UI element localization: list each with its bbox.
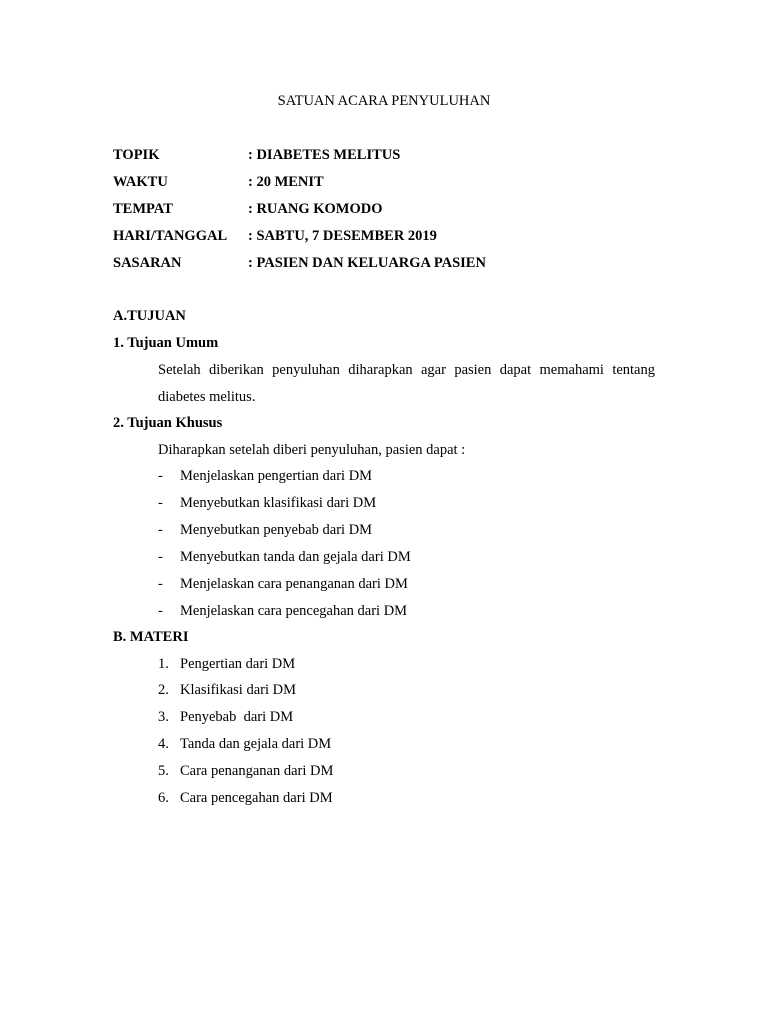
- numbered-item-text: Cara pencegahan dari DM: [180, 790, 333, 806]
- info-label: WAKTU: [113, 174, 168, 190]
- document-title: SATUAN ACARA PENYULUHAN: [277, 93, 491, 109]
- tujuan-khusus-intro: Diharapkan setelah diberi penyuluhan, pasien dapat :: [158, 442, 466, 458]
- list-item-text: Menyebutkan tanda dan gejala dari DM: [180, 549, 411, 565]
- tujuan-khusus-heading: 2. Tujuan Khusus: [113, 415, 223, 431]
- tujuan-umum-text-line2: diabetes melitus.: [158, 389, 256, 405]
- item-number: 2.: [158, 682, 169, 698]
- list-item-text: Menyebutkan klasifikasi dari DM: [180, 495, 377, 511]
- section-b-heading: B. MATERI: [113, 629, 189, 645]
- tujuan-umum-heading: 1. Tujuan Umum: [113, 335, 219, 351]
- info-value: : RUANG KOMODO: [248, 201, 383, 217]
- numbered-item-text: Klasifikasi dari DM: [180, 682, 296, 698]
- numbered-item-text: Pengertian dari DM: [180, 656, 296, 672]
- bullet-dash: -: [158, 603, 163, 619]
- item-number: 6.: [158, 790, 169, 806]
- bullet-dash: -: [158, 576, 163, 592]
- info-value: : SABTU, 7 DESEMBER 2019: [248, 228, 437, 244]
- bullet-dash: -: [158, 549, 163, 565]
- numbered-item-text: Penyebab dari DM: [180, 709, 294, 725]
- info-value: : PASIEN DAN KELUARGA PASIEN: [248, 255, 486, 271]
- info-value: : 20 MENIT: [248, 174, 324, 190]
- list-item-text: Menjelaskan cara pencegahan dari DM: [180, 603, 408, 619]
- info-label: HARI/TANGGAL: [113, 228, 228, 244]
- bullet-dash: -: [158, 468, 163, 484]
- item-number: 5.: [158, 763, 169, 779]
- bullet-dash: -: [158, 522, 163, 538]
- info-value: : DIABETES MELITUS: [248, 147, 401, 163]
- info-label: SASARAN: [113, 255, 182, 271]
- item-number: 3.: [158, 709, 169, 725]
- item-number: 4.: [158, 736, 169, 752]
- bullet-dash: -: [158, 495, 163, 511]
- info-label: TEMPAT: [113, 201, 173, 217]
- numbered-item-text: Cara penanganan dari DM: [180, 763, 334, 779]
- info-label: TOPIK: [113, 147, 160, 163]
- item-number: 1.: [158, 656, 169, 672]
- numbered-item-text: Tanda dan gejala dari DM: [180, 736, 332, 752]
- list-item-text: Menjelaskan cara penanganan dari DM: [180, 576, 408, 592]
- list-item-text: Menjelaskan pengertian dari DM: [180, 468, 373, 484]
- section-a-heading: A.TUJUAN: [113, 308, 186, 324]
- list-item-text: Menyebutkan penyebab dari DM: [180, 522, 373, 538]
- tujuan-umum-text-line1: Setelah diberikan penyuluhan diharapkan agar pasien dapat memahami tentang: [158, 362, 655, 378]
